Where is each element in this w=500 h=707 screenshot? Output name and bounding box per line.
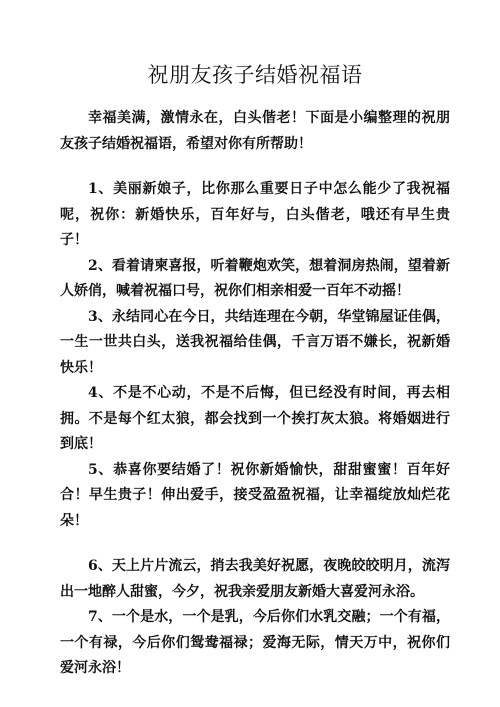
paragraph-spacer bbox=[60, 534, 450, 554]
blessing-item-2: 2、看着请柬喜报，听着鞭炮欢笑，想着洞房热闹，望着新人娇俏，喊着祝福口号，祝你们相亲相爱一百年不动摇！ bbox=[60, 257, 450, 299]
blessing-item-6: 6、天上片片流云，捎去我美好祝愿，夜晚皎皎明月，流泻出一地醉人甜蜜，今夕，祝我亲爱朋友新婚大喜爱河永浴。 bbox=[60, 558, 450, 600]
blessing-item-7: 7、一个是水，一个是乳，今后你们水乳交融；一个有福，一个有禄，今后你们鸳鸯福禄；爱海无际，情天万中，祝你们爱河永浴！ bbox=[60, 609, 450, 676]
blessing-item-3: 3、永结同心在今日，共结连理在今朝，华堂锦屋证佳偶，一生一世共白头，送我祝福给佳偶，千言万语不嫌长，祝新婚快乐！ bbox=[60, 308, 450, 376]
blessing-item-4: 4、不是不心动，不是不后悔，但已经没有时间，再去相拥。不是每个红太狼，都会找到一个挨打灰太狼。将婚姻进行到底！ bbox=[60, 385, 450, 452]
blessing-item-5: 5、恭喜你要结婚了！祝你新婚愉快，甜甜蜜蜜！百年好合！早生贵子！伸出爱手，接受盈盈祝福，让幸福绽放灿烂花朵！ bbox=[60, 461, 450, 529]
paragraph-spacer bbox=[60, 157, 450, 177]
blessing-item-1: 1、美丽新娘子，比你那么重要日子中怎么能少了我祝福呢，祝你：新婚快乐，百年好与，白头偕老，哦还有早生贵子！ bbox=[60, 181, 450, 248]
document-title: 祝朋友孩子结婚祝福语 bbox=[147, 63, 363, 87]
intro-paragraph: 幸福美满，激情永在，白头偕老！下面是小编整理的祝朋友孩子结婚祝福语，希望对你有所帮助！ bbox=[60, 110, 450, 152]
document-page bbox=[60, 60, 450, 682]
